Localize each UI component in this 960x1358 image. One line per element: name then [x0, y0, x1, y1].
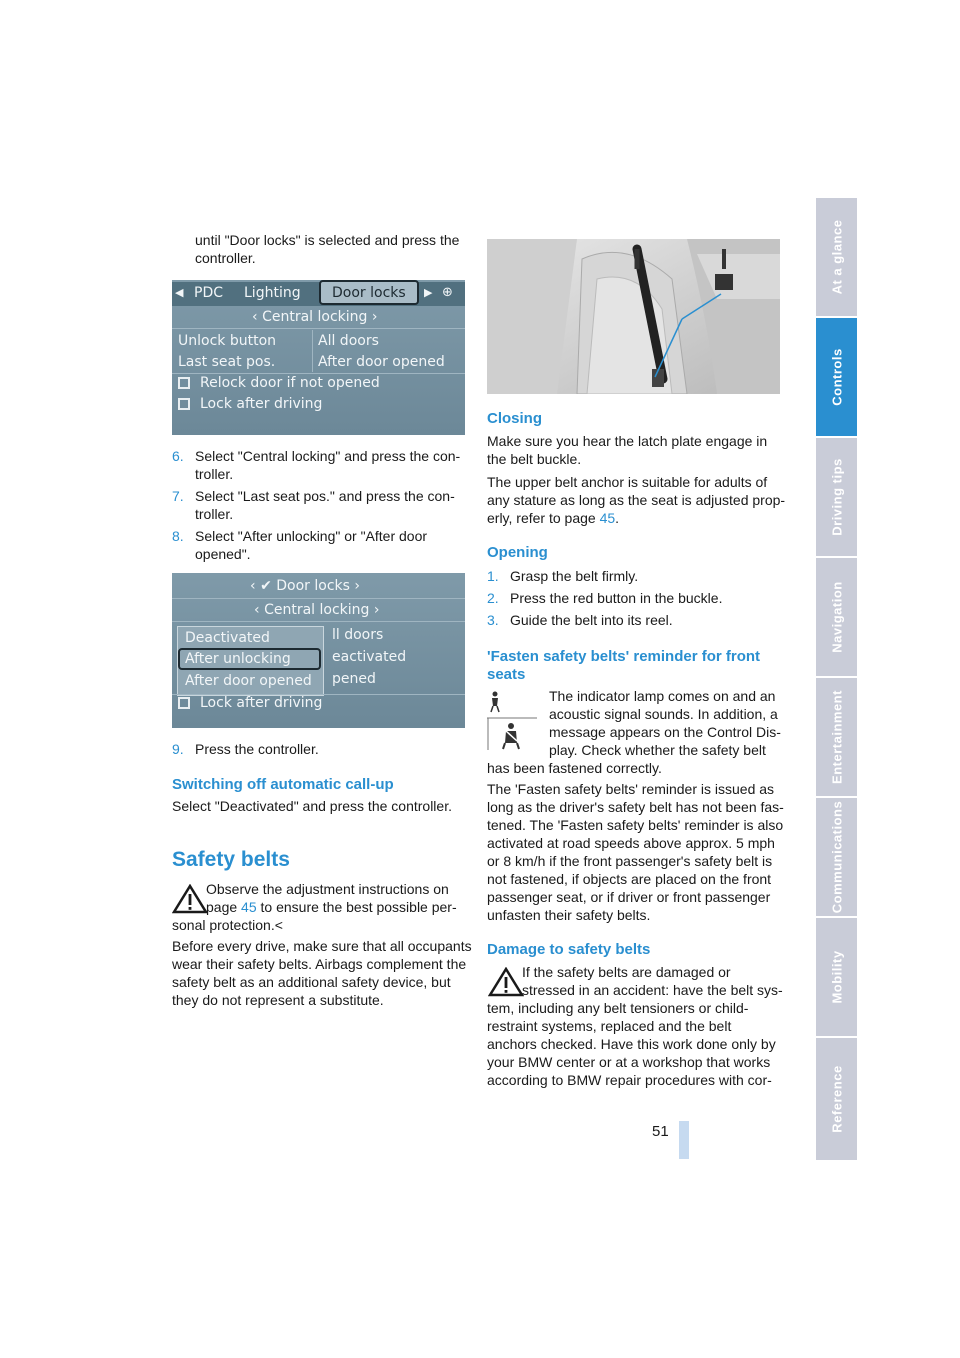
switching-off-text: Select "Deactivated" and press the controller. [172, 798, 452, 814]
page-number-bar [679, 1121, 689, 1159]
screen2-checkbox-lock-after-driving: Lock after driving [178, 693, 322, 713]
warning-1-text: Observe the adjustment instructions on page 45 to ensure the best possible per- sonal protection.< [172, 881, 457, 933]
seat-belt-illustration [487, 239, 780, 394]
side-tab-mobility[interactable]: Mobility [816, 918, 857, 1036]
screen2-subtitle: ‹ Central locking › [254, 602, 380, 618]
control-display-screen-door-locks-tab [172, 280, 465, 435]
side-tab-navigation[interactable]: Navigation [816, 558, 857, 676]
screen-tab-door-locks: Door locks [332, 285, 406, 301]
opening-step-2: 2. Press the red button in the buckle. [487, 590, 723, 606]
side-tab-entertainment[interactable]: Entertainment [816, 678, 857, 796]
safety-belts-paragraph: Before every drive, make sure that all occupants wear their safety belts. Airbags complement the safety belt as an additional safety device, but they do not represent a substitute. [172, 938, 472, 1008]
screen-checkbox-relock: Relock door if not opened [178, 373, 380, 393]
reminder-text: The indicator lamp comes on and an acoustic signal sounds. In addition, a message appears on the Control Dis- play. Check whether the safety belt has been fastened correctly. [487, 688, 781, 776]
screen-tab-lighting: Lighting [244, 285, 301, 301]
opening-step-3: 3. Guide the belt into its reel. [487, 612, 673, 628]
side-tab-controls[interactable]: Controls [816, 318, 857, 436]
screen2-right-item-1: ll doors [332, 627, 384, 643]
page-number: 51 [652, 1123, 669, 1140]
screen2-right-item-2: eactivated [332, 649, 407, 665]
screen-checkbox-lock-after-driving: Lock after driving [178, 394, 322, 414]
closing-heading: Closing [487, 410, 542, 427]
safety-belts-heading: Safety belts [172, 848, 290, 871]
damage-text: If the safety belts are damaged or stressed in an accident: have the belt sys- tem, including any belt tensioners or child- restraint systems, replaced and the belt anchors checked. Have this work done only by your BMW center or at a workshop that works according to BMW repair procedures with cor- [487, 964, 783, 1088]
reminder-paragraph: The 'Fasten safety belts' reminder is issued as long as the driver's safety belt has not been fas- tened. The 'Fasten safety belts' reminder is also activated at road speeds above approx. 5 mph or 8 km/h if the front passenger's safety belt is not fastened, if objects are placed on the front passenger seat, or if driver or front passenger unfasten their safety belts. [487, 781, 784, 923]
screen-row-unlock-button: Unlock button [178, 333, 277, 349]
step-9: 9. Press the controller. [172, 741, 319, 757]
reminder-heading: 'Fasten safety belts' reminder for front seats [487, 648, 761, 683]
intro-text: until "Door locks" is selected and press the controller. [195, 232, 460, 266]
seat-belt-photo [487, 239, 780, 394]
screen-row-after-door-opened: After door opened [318, 354, 445, 370]
checkbox-icon [178, 398, 190, 410]
damage-heading: Damage to safety belts [487, 941, 651, 958]
screen-row-last-seat: Last seat pos. [178, 354, 276, 370]
side-tab-reference[interactable]: Reference [816, 1038, 857, 1160]
screen-right-arrow: ▶ [424, 286, 433, 299]
opening-heading: Opening [487, 544, 548, 561]
page-link-45[interactable]: 45 [599, 510, 616, 526]
side-tab-driving-tips[interactable]: Driving tips [816, 438, 857, 556]
screen2-option-deactivated: Deactivated [185, 630, 270, 646]
page-link-45[interactable]: 45 [241, 899, 257, 915]
step-8: 8. Select "After unlocking" or "After door opened". [172, 528, 428, 562]
screen2-option-after-door-opened: After door opened [185, 673, 312, 689]
screen-row-all-doors: All doors [318, 333, 379, 349]
end-marker: < [274, 917, 283, 933]
side-tab-at-a-glance[interactable]: At a glance [816, 198, 857, 316]
screen2-right-item-3: pened [332, 671, 376, 687]
control-display-screen-central-locking [172, 573, 465, 728]
switching-off-heading: Switching off automatic call-up [172, 776, 394, 793]
step-7: 7. Select "Last seat pos." and press the con- troller. [172, 488, 455, 522]
screen-left-arrow: ◀ [175, 286, 184, 299]
checkbox-icon [178, 697, 190, 709]
anchor-text: The upper belt anchor is suitable for adults of any stature as long as the seat is adjusted prop- erly, refer to page 45. [487, 474, 786, 526]
screen-tab-pdc: PDC [194, 285, 223, 301]
checkbox-icon [178, 377, 190, 389]
step-6: 6. Select "Central locking" and press the con- troller. [172, 448, 461, 482]
side-tab-communications[interactable]: Communications [816, 798, 857, 916]
screen-nav-icon: ⊕ [442, 285, 453, 300]
screen2-option-after-unlocking: After unlocking [185, 651, 291, 667]
closing-text: Make sure you hear the latch plate engage in the belt buckle. [487, 433, 768, 467]
screen2-title: ‹ ✔ Door locks › [250, 578, 360, 594]
opening-step-1: 1. Grasp the belt firmly. [487, 568, 639, 584]
checkmark-car-icon: ✔ [260, 578, 272, 594]
screen-subtitle: ‹ Central locking › [252, 309, 378, 325]
